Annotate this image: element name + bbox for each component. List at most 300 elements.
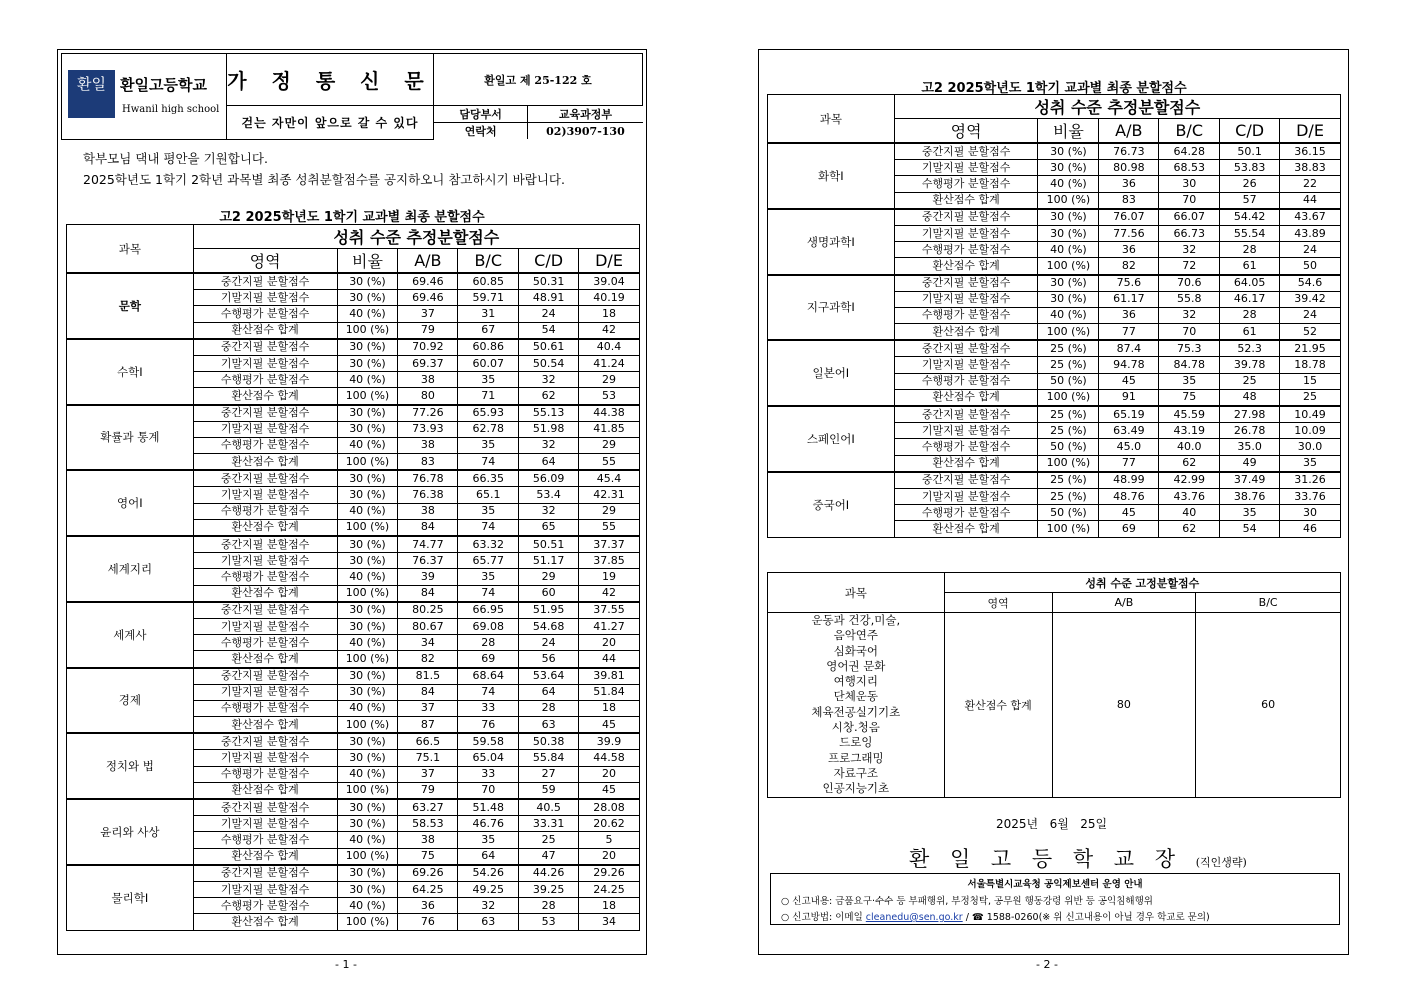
ratio-cell: 50 (%) bbox=[1038, 373, 1099, 389]
ratio-cell: 30 (%) bbox=[337, 470, 398, 487]
ratio-cell: 40 (%) bbox=[337, 635, 398, 651]
de-cell: 42.31 bbox=[579, 487, 640, 503]
ab-cell: 36 bbox=[398, 898, 458, 914]
letter-title: 가 정 통 신 문 bbox=[227, 54, 434, 106]
area-cell: 환산점수 합계 bbox=[193, 848, 337, 865]
area-cell: 기말지필 분할점수 bbox=[193, 487, 337, 503]
area-cell: 중간지필 분할점수 bbox=[894, 275, 1038, 292]
ratio-cell: 40 (%) bbox=[337, 700, 398, 716]
ab-cell: 39 bbox=[398, 569, 458, 585]
bc-cell: 32 bbox=[1159, 242, 1220, 258]
school-logo-cell bbox=[62, 54, 227, 140]
area-cell: 중간지필 분할점수 bbox=[193, 405, 337, 422]
ratio-cell: 100 (%) bbox=[337, 717, 398, 734]
subject-name: 지구과학Ⅰ bbox=[768, 275, 895, 341]
ratio-cell: 25 (%) bbox=[1038, 488, 1099, 504]
ab-cell: 45 bbox=[1099, 373, 1159, 389]
bc-cell: 32 bbox=[1159, 307, 1220, 323]
de-cell: 41.27 bbox=[579, 618, 640, 634]
ab-cell: 84 bbox=[398, 519, 458, 536]
fixed-subject-item: 드로잉 bbox=[839, 735, 873, 750]
bc-cell: 35 bbox=[458, 569, 519, 585]
ratio-cell: 30 (%) bbox=[337, 733, 398, 750]
cd-cell: 54 bbox=[519, 322, 579, 339]
bc-cell: 40.0 bbox=[1159, 439, 1220, 455]
bc-cell: 84.78 bbox=[1159, 357, 1220, 373]
ab-cell: 76.37 bbox=[398, 553, 458, 569]
ab-cell: 61.17 bbox=[1099, 291, 1159, 307]
bc-cell: 35 bbox=[458, 503, 519, 519]
cd-cell: 24 bbox=[519, 306, 579, 322]
col-group: 성취 수준 추정분할점수 bbox=[894, 95, 1340, 119]
table-row bbox=[67, 733, 640, 750]
area-cell: 기말지필 분할점수 bbox=[894, 291, 1038, 307]
ratio-cell: 40 (%) bbox=[337, 503, 398, 519]
cd-cell: 65 bbox=[519, 519, 579, 536]
bc-cell: 69.08 bbox=[458, 618, 519, 634]
bc-cell: 62.78 bbox=[458, 421, 519, 437]
ratio-cell: 30 (%) bbox=[337, 553, 398, 569]
ab-cell: 36 bbox=[1099, 242, 1159, 258]
ratio-cell: 30 (%) bbox=[337, 799, 398, 816]
bc-cell: 43.19 bbox=[1159, 423, 1220, 439]
subject-name: 문학 bbox=[67, 273, 194, 339]
col-ratio: 비율 bbox=[337, 249, 398, 274]
de-cell: 18 bbox=[579, 898, 640, 914]
de-cell: 31.26 bbox=[1280, 472, 1341, 489]
ab-cell: 75 bbox=[398, 848, 458, 865]
ratio-cell: 30 (%) bbox=[337, 339, 398, 356]
de-cell: 55 bbox=[579, 454, 640, 471]
subject-name: 물리학Ⅰ bbox=[67, 865, 194, 930]
area-cell: 환산점수 합계 bbox=[193, 322, 337, 339]
fixed-col-area: 영역 bbox=[944, 593, 1052, 613]
bc-cell: 70 bbox=[458, 782, 519, 799]
de-cell: 37.37 bbox=[579, 536, 640, 553]
ratio-cell: 25 (%) bbox=[1038, 423, 1099, 439]
bc-cell: 54.26 bbox=[458, 865, 519, 882]
ab-cell: 66.5 bbox=[398, 733, 458, 750]
bc-cell: 46.76 bbox=[458, 816, 519, 832]
de-cell: 18 bbox=[579, 700, 640, 716]
cd-cell: 55.13 bbox=[519, 405, 579, 422]
table-row bbox=[67, 339, 640, 356]
de-cell: 40.4 bbox=[579, 339, 640, 356]
ab-cell: 38 bbox=[398, 437, 458, 453]
bc-cell: 63 bbox=[458, 914, 519, 930]
ratio-cell: 25 (%) bbox=[1038, 357, 1099, 373]
area-cell: 수행평가 분할점수 bbox=[193, 700, 337, 716]
col-de: D/E bbox=[579, 249, 640, 274]
ab-cell: 69.26 bbox=[398, 865, 458, 882]
ratio-cell: 40 (%) bbox=[1038, 307, 1099, 323]
de-cell: 55 bbox=[579, 519, 640, 536]
bc-cell: 69 bbox=[458, 651, 519, 668]
bc-cell: 70.6 bbox=[1159, 275, 1220, 292]
fixed-ab-value: 80 bbox=[1052, 613, 1196, 798]
bc-cell: 31 bbox=[458, 306, 519, 322]
fixed-subject-item: 심화국어 bbox=[833, 643, 879, 658]
subject-name: 스페인어Ⅰ bbox=[768, 406, 895, 472]
ratio-cell: 100 (%) bbox=[337, 914, 398, 930]
de-cell: 37.85 bbox=[579, 553, 640, 569]
col-area: 영역 bbox=[894, 119, 1038, 144]
ratio-cell: 30 (%) bbox=[337, 816, 398, 832]
area-cell: 중간지필 분할점수 bbox=[193, 733, 337, 750]
ratio-cell: 30 (%) bbox=[337, 865, 398, 882]
subject-name: 정치와 법 bbox=[67, 733, 194, 799]
ratio-cell: 30 (%) bbox=[1038, 291, 1099, 307]
cd-cell: 64 bbox=[519, 454, 579, 471]
fixed-col-ab: A/B bbox=[1052, 593, 1196, 613]
de-cell: 20 bbox=[579, 635, 640, 651]
area-cell: 환산점수 합계 bbox=[894, 521, 1038, 537]
cd-cell: 61 bbox=[1220, 324, 1280, 341]
ratio-cell: 30 (%) bbox=[337, 273, 398, 290]
de-cell: 20 bbox=[579, 848, 640, 865]
ratio-cell: 100 (%) bbox=[1038, 324, 1099, 341]
area-cell: 기말지필 분할점수 bbox=[193, 881, 337, 897]
ab-cell: 83 bbox=[398, 454, 458, 471]
de-cell: 42 bbox=[579, 585, 640, 602]
de-cell: 10.09 bbox=[1280, 423, 1341, 439]
de-cell: 30 bbox=[1280, 505, 1341, 521]
de-cell: 44 bbox=[579, 651, 640, 668]
de-cell: 39.04 bbox=[579, 273, 640, 290]
ab-cell: 80.67 bbox=[398, 618, 458, 634]
de-cell: 25 bbox=[1280, 389, 1341, 406]
bc-cell: 35 bbox=[458, 832, 519, 848]
area-cell: 기말지필 분할점수 bbox=[894, 488, 1038, 504]
bc-cell: 33 bbox=[458, 766, 519, 782]
subject-name: 중국어Ⅰ bbox=[768, 472, 895, 537]
ab-cell: 87 bbox=[398, 717, 458, 734]
area-cell: 수행평가 분할점수 bbox=[193, 898, 337, 914]
bc-cell: 65.1 bbox=[458, 487, 519, 503]
area-cell: 환산점수 합계 bbox=[193, 388, 337, 405]
fixed-subject-item: 여행지리 bbox=[833, 674, 879, 689]
notice-title: 서울특별시교육청 공익제보센터 운영 안내 bbox=[967, 879, 1143, 890]
cd-cell: 48.91 bbox=[519, 290, 579, 306]
area-cell: 수행평가 분할점수 bbox=[193, 503, 337, 519]
de-cell: 42 bbox=[579, 322, 640, 339]
ratio-cell: 40 (%) bbox=[337, 766, 398, 782]
area-cell: 수행평가 분할점수 bbox=[894, 505, 1038, 521]
ratio-cell: 25 (%) bbox=[1038, 406, 1099, 423]
area-cell: 환산점수 합계 bbox=[193, 782, 337, 799]
de-cell: 29 bbox=[579, 437, 640, 453]
area-cell: 기말지필 분할점수 bbox=[193, 421, 337, 437]
bc-cell: 66.95 bbox=[458, 602, 519, 619]
bc-cell: 75 bbox=[1159, 389, 1220, 406]
subject-name: 생명과학Ⅰ bbox=[768, 209, 895, 275]
ratio-cell: 100 (%) bbox=[1038, 258, 1099, 275]
col-ab: A/B bbox=[398, 249, 458, 274]
dept-label: 담당부서 bbox=[434, 106, 528, 123]
cd-cell: 32 bbox=[519, 503, 579, 519]
de-cell: 51.84 bbox=[579, 684, 640, 700]
cut-score-table bbox=[66, 224, 640, 931]
school-motto: 걷는 자만이 앞으로 갈 수 있다 bbox=[227, 106, 434, 140]
area-cell: 환산점수 합계 bbox=[193, 717, 337, 734]
cd-cell: 50.54 bbox=[519, 355, 579, 371]
de-cell: 43.89 bbox=[1280, 225, 1341, 241]
ratio-cell: 100 (%) bbox=[337, 585, 398, 602]
ratio-cell: 40 (%) bbox=[1038, 242, 1099, 258]
area-cell: 기말지필 분할점수 bbox=[193, 553, 337, 569]
cd-cell: 55.84 bbox=[519, 750, 579, 766]
col-cd: C/D bbox=[519, 249, 579, 274]
area-cell: 수행평가 분할점수 bbox=[193, 766, 337, 782]
table-caption: 고2 2025학년도 1학기 교과별 최종 분할점수 bbox=[219, 210, 485, 225]
school-name-kr: 환일고등학교 bbox=[120, 76, 207, 94]
ab-cell: 80.98 bbox=[1099, 160, 1159, 176]
table-caption-2: 고2 2025학년도 1학기 교과별 최종 분할점수 bbox=[921, 81, 1187, 96]
col-ab: A/B bbox=[1099, 119, 1159, 144]
notice-email-link[interactable]: cleanedu@sen.go.kr bbox=[865, 912, 963, 923]
school-name-en: Hwanil high school bbox=[122, 104, 220, 115]
bc-cell: 63.32 bbox=[458, 536, 519, 553]
ab-cell: 37 bbox=[398, 766, 458, 782]
ratio-cell: 30 (%) bbox=[337, 536, 398, 553]
col-group: 성취 수준 추정분할점수 bbox=[193, 225, 639, 249]
cd-cell: 26.78 bbox=[1220, 423, 1280, 439]
cd-cell: 27.98 bbox=[1220, 406, 1280, 423]
ab-cell: 58.53 bbox=[398, 816, 458, 832]
cd-cell: 56.09 bbox=[519, 470, 579, 487]
ratio-cell: 30 (%) bbox=[337, 355, 398, 371]
de-cell: 38.83 bbox=[1280, 160, 1341, 176]
bc-cell: 45.59 bbox=[1159, 406, 1220, 423]
ab-cell: 94.78 bbox=[1099, 357, 1159, 373]
ab-cell: 76.78 bbox=[398, 470, 458, 487]
ab-cell: 69.46 bbox=[398, 290, 458, 306]
de-cell: 53 bbox=[579, 388, 640, 405]
area-cell: 환산점수 합계 bbox=[193, 914, 337, 930]
ratio-cell: 100 (%) bbox=[337, 388, 398, 405]
principal-note: (직인생략) bbox=[1195, 856, 1247, 869]
cd-cell: 28 bbox=[519, 898, 579, 914]
col-area: 영역 bbox=[193, 249, 337, 274]
area-cell: 기말지필 분할점수 bbox=[894, 357, 1038, 373]
ab-cell: 77.26 bbox=[398, 405, 458, 422]
cd-cell: 59 bbox=[519, 782, 579, 799]
cd-cell: 57 bbox=[1220, 192, 1280, 209]
fixed-subject-item: 영어권 문화 bbox=[826, 658, 886, 673]
area-cell: 중간지필 분할점수 bbox=[193, 602, 337, 619]
fixed-col-subject: 과목 bbox=[768, 573, 945, 613]
ab-cell: 82 bbox=[398, 651, 458, 668]
bc-cell: 70 bbox=[1159, 324, 1220, 341]
ratio-cell: 30 (%) bbox=[1038, 143, 1099, 160]
principal-title: 환 일 고 등 학 교 장 bbox=[909, 847, 1183, 871]
bc-cell: 70 bbox=[1159, 192, 1220, 209]
ab-cell: 36 bbox=[1099, 307, 1159, 323]
ratio-cell: 40 (%) bbox=[337, 898, 398, 914]
area-cell: 중간지필 분할점수 bbox=[193, 339, 337, 356]
ab-cell: 81.5 bbox=[398, 668, 458, 685]
bc-cell: 60.07 bbox=[458, 355, 519, 371]
de-cell: 20 bbox=[579, 766, 640, 782]
ab-cell: 48.99 bbox=[1099, 472, 1159, 489]
ab-cell: 77 bbox=[1099, 455, 1159, 472]
cd-cell: 33.31 bbox=[519, 816, 579, 832]
ab-cell: 45.0 bbox=[1099, 439, 1159, 455]
letter-header bbox=[61, 53, 643, 140]
cd-cell: 51.17 bbox=[519, 553, 579, 569]
bc-cell: 65.93 bbox=[458, 405, 519, 422]
col-cd: C/D bbox=[1220, 119, 1280, 144]
area-cell: 환산점수 합계 bbox=[193, 651, 337, 668]
ratio-cell: 100 (%) bbox=[1038, 455, 1099, 472]
bc-cell: 74 bbox=[458, 519, 519, 536]
ab-cell: 45 bbox=[1099, 505, 1159, 521]
cd-cell: 53.83 bbox=[1220, 160, 1280, 176]
fixed-subject-item: 음악연주 bbox=[833, 628, 879, 643]
ratio-cell: 25 (%) bbox=[1038, 340, 1099, 357]
de-cell: 39.9 bbox=[579, 733, 640, 750]
subject-name: 일본어Ⅰ bbox=[768, 340, 895, 406]
ratio-cell: 30 (%) bbox=[337, 684, 398, 700]
ratio-cell: 40 (%) bbox=[337, 832, 398, 848]
bc-cell: 35 bbox=[1159, 373, 1220, 389]
bc-cell: 59.71 bbox=[458, 290, 519, 306]
ab-cell: 79 bbox=[398, 322, 458, 339]
ab-cell: 38 bbox=[398, 372, 458, 388]
area-cell: 기말지필 분할점수 bbox=[193, 355, 337, 371]
de-cell: 37.55 bbox=[579, 602, 640, 619]
ratio-cell: 50 (%) bbox=[1038, 439, 1099, 455]
bc-cell: 33 bbox=[458, 700, 519, 716]
area-cell: 수행평가 분할점수 bbox=[193, 372, 337, 388]
de-cell: 39.42 bbox=[1280, 291, 1341, 307]
col-bc: B/C bbox=[1159, 119, 1220, 144]
area-cell: 수행평가 분할점수 bbox=[894, 176, 1038, 192]
cd-cell: 55.54 bbox=[1220, 225, 1280, 241]
dept-value: 교육과정부 bbox=[528, 106, 643, 123]
ab-cell: 91 bbox=[1099, 389, 1159, 406]
bc-cell: 64 bbox=[458, 848, 519, 865]
bc-cell: 42.99 bbox=[1159, 472, 1220, 489]
area-cell: 기말지필 분할점수 bbox=[193, 816, 337, 832]
cd-cell: 64.05 bbox=[1220, 275, 1280, 292]
bc-cell: 28 bbox=[458, 635, 519, 651]
ratio-cell: 100 (%) bbox=[1038, 521, 1099, 537]
area-cell: 수행평가 분할점수 bbox=[193, 306, 337, 322]
de-cell: 50 bbox=[1280, 258, 1341, 275]
ab-cell: 75.6 bbox=[1099, 275, 1159, 292]
de-cell: 40.19 bbox=[579, 290, 640, 306]
ab-cell: 77.56 bbox=[1099, 225, 1159, 241]
ratio-cell: 30 (%) bbox=[337, 421, 398, 437]
ab-cell: 36 bbox=[1099, 176, 1159, 192]
de-cell: 29.26 bbox=[579, 865, 640, 882]
bc-cell: 49.25 bbox=[458, 881, 519, 897]
de-cell: 44 bbox=[1280, 192, 1341, 209]
contact-label: 연락처 bbox=[434, 123, 528, 140]
ratio-cell: 25 (%) bbox=[1038, 472, 1099, 489]
fixed-subject-item: 시창.청음 bbox=[831, 720, 880, 735]
notice-phone: 1588-0260 bbox=[986, 912, 1039, 923]
issue-number: 환일고 제 25-122 호 bbox=[434, 54, 643, 106]
issue-date: 2025년 6월 25일 bbox=[996, 817, 1108, 831]
cd-cell: 48 bbox=[1220, 389, 1280, 406]
area-cell: 중간지필 분할점수 bbox=[193, 273, 337, 290]
ab-cell: 34 bbox=[398, 635, 458, 651]
de-cell: 22 bbox=[1280, 176, 1341, 192]
ab-cell: 38 bbox=[398, 503, 458, 519]
subject-name: 화학Ⅰ bbox=[768, 143, 895, 209]
bc-cell: 64.28 bbox=[1159, 143, 1220, 160]
ratio-cell: 40 (%) bbox=[1038, 176, 1099, 192]
cd-cell: 54.42 bbox=[1220, 209, 1280, 226]
subject-name: 영어Ⅰ bbox=[67, 470, 194, 536]
area-cell: 중간지필 분할점수 bbox=[193, 470, 337, 487]
subject-name: 수학Ⅰ bbox=[67, 339, 194, 405]
ab-cell: 76 bbox=[398, 914, 458, 930]
de-cell: 45 bbox=[579, 782, 640, 799]
ab-cell: 76.38 bbox=[398, 487, 458, 503]
area-cell: 기말지필 분할점수 bbox=[193, 684, 337, 700]
de-cell: 33.76 bbox=[1280, 488, 1341, 504]
area-cell: 중간지필 분할점수 bbox=[894, 143, 1038, 160]
ab-cell: 83 bbox=[1099, 192, 1159, 209]
bc-cell: 68.64 bbox=[458, 668, 519, 685]
cd-cell: 54 bbox=[1220, 521, 1280, 537]
table-row bbox=[768, 406, 1341, 423]
cd-cell: 25 bbox=[519, 832, 579, 848]
cd-cell: 37.49 bbox=[1220, 472, 1280, 489]
ratio-cell: 40 (%) bbox=[337, 372, 398, 388]
cd-cell: 32 bbox=[519, 437, 579, 453]
ab-cell: 74.77 bbox=[398, 536, 458, 553]
table-row bbox=[768, 340, 1341, 357]
bc-cell: 35 bbox=[458, 372, 519, 388]
area-cell: 수행평가 분할점수 bbox=[193, 437, 337, 453]
ratio-cell: 30 (%) bbox=[1038, 225, 1099, 241]
cd-cell: 50.1 bbox=[1220, 143, 1280, 160]
fixed-subject-list bbox=[768, 613, 945, 798]
ratio-cell: 30 (%) bbox=[337, 881, 398, 897]
de-cell: 34 bbox=[579, 914, 640, 930]
de-cell: 30.0 bbox=[1280, 439, 1341, 455]
cd-cell: 51.98 bbox=[519, 421, 579, 437]
bc-cell: 62 bbox=[1159, 521, 1220, 537]
area-cell: 환산점수 합계 bbox=[894, 192, 1038, 209]
page-2 bbox=[758, 49, 1349, 955]
de-cell: 35 bbox=[1280, 455, 1341, 472]
cd-cell: 60 bbox=[519, 585, 579, 602]
fixed-subject-item: 자료구조 bbox=[833, 765, 879, 780]
cd-cell: 62 bbox=[519, 388, 579, 405]
subject-name: 확률과 통계 bbox=[67, 405, 194, 471]
area-cell: 환산점수 합계 bbox=[193, 454, 337, 471]
fixed-subject-item: 프로그래밍 bbox=[828, 750, 884, 765]
cd-cell: 38.76 bbox=[1220, 488, 1280, 504]
ab-cell: 76.73 bbox=[1099, 143, 1159, 160]
de-cell: 28.08 bbox=[579, 799, 640, 816]
cd-cell: 26 bbox=[1220, 176, 1280, 192]
col-subject: 과목 bbox=[768, 95, 895, 144]
greeting-line-2: 2025학년도 1학기 2학년 과목별 최종 성취분할점수를 공지하오니 참고하시기 바랍니다. bbox=[83, 172, 565, 187]
subject-name: 경제 bbox=[67, 668, 194, 734]
table-row bbox=[768, 275, 1341, 292]
de-cell: 29 bbox=[579, 372, 640, 388]
area-cell: 중간지필 분할점수 bbox=[193, 536, 337, 553]
ab-cell: 48.76 bbox=[1099, 488, 1159, 504]
table-row bbox=[67, 668, 640, 685]
cd-cell: 50.38 bbox=[519, 733, 579, 750]
